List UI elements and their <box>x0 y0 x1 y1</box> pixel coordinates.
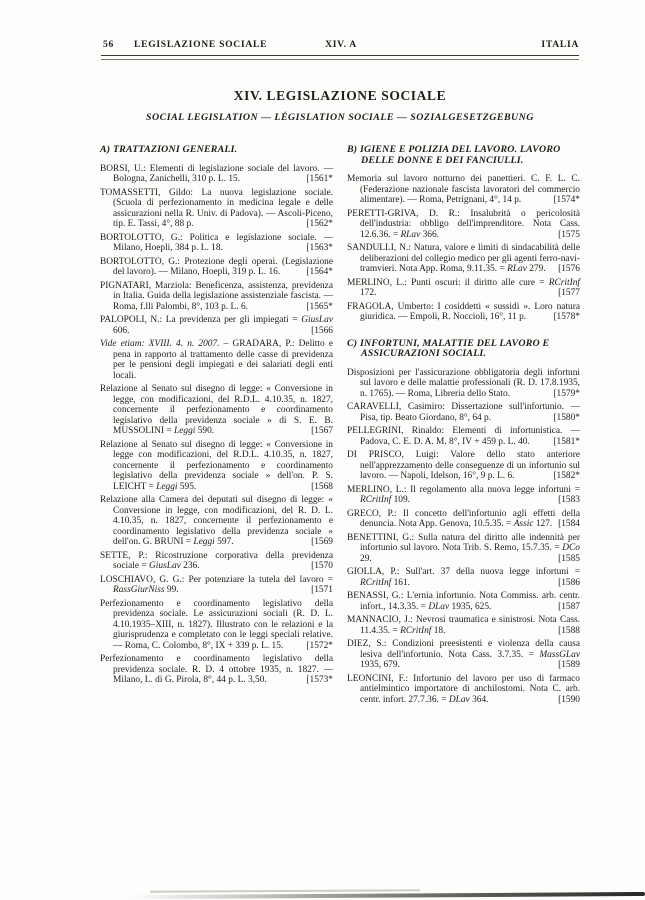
bib-entry <box>347 450 580 482</box>
bib-entry <box>347 615 580 636</box>
entry-ref: [1562* <box>306 219 333 229</box>
entry-text: Vide etiam: XVIII. 4. n. 2007. – GRADARA, P.: Delitto e pena in rapporto al trattamento delle casse di previdenza per le pensioni degli impiegati e dei salariati degli enti locali. <box>100 339 333 381</box>
page-header <box>103 39 579 50</box>
bib-entry <box>100 188 333 230</box>
bibliography-columns <box>100 145 580 708</box>
bib-entry <box>347 509 580 530</box>
entry-text: TOMASSETTI, Gildo: La nuova legislazione sociale. (Scuola di perfezionamento in medicina legale e delle assicurazioni nella R. Univ. di Padova). — Ascoli-Piceno, tip. E. Tassi, 4°, 88 p. <box>100 187 333 229</box>
bib-entry <box>100 599 333 652</box>
bib-entry <box>347 209 580 241</box>
bib-entry <box>347 243 580 275</box>
entry-text: Memoria sul lavoro notturno dei panettieri. C. F. L. C. (Federazione nazionale fascista lavoratori del commercio alimentare). — Roma, Petrignani, 4°, 14 p. <box>347 174 580 205</box>
entry-ref: [1584 <box>558 519 580 529</box>
entry-text: PERETTI-GRIVA, D. R.: Insalubrità o pericolosità dell'industria: obbligo dell'imprenditore. Nota Cass. 12.6.36. = RLav 366. <box>347 208 580 240</box>
entry-ref: [1569 <box>311 537 333 547</box>
section-heading: C) INFORTUNI, MALATTIE DEL LAVORO E ASSICURAZIONI SOCIALI. <box>347 337 550 359</box>
bib-entry <box>100 164 333 185</box>
page-number: 56 <box>103 39 114 50</box>
entry-text: GRECO, P.: Il concetto dell'infortunio agli effetti della denuncia. Nota App. Genova, 10.5.35. = Assic 127. <box>347 508 580 529</box>
entry-ref: [1585 <box>558 553 580 564</box>
bib-entry <box>347 426 580 447</box>
bib-entry <box>100 339 333 381</box>
entry-ref: [1577 <box>558 288 580 298</box>
entry-text: MANNACIO, J.: Nevrosi traumatica e sinistrosi. Nota Cass. 11.4.35. = RCritInf 18. <box>347 615 580 636</box>
entry-text: Perfezionamento e coordinamento legislativo della previdenza sociale. Le assicurazioni sociali (R. D. L. 4.10.1935–XIII, n. 1827). Illustrato con le relazioni e la giurisprudenza e completato con le leggi speciali relative. — Roma, C. Colombo, 8°, IX + 339 p. L. 15. <box>100 598 333 651</box>
section-heading: A) TRATTAZIONI GENERALI. <box>100 144 238 155</box>
entry-text: LEONCINI, F.: Infortunio del lavoro per uso di farmaco antielmintico importatore di anchilostomi. Nota C. arb. centr. infort. 27.7.36. = DLav 364. <box>347 673 580 705</box>
entry-text: DIEZ, S.: Condizioni preesistenti e violenza della causa lesiva dell'infortunio. Nota Cass. 3.7.35. = MassGLav 1935, 679. <box>347 639 580 670</box>
entry-ref: [1573* <box>306 675 333 685</box>
entry-ref: [1589 <box>558 660 580 670</box>
entry-ref: [1561* <box>306 174 333 184</box>
entry-ref: [1583 <box>558 495 580 505</box>
bib-entry <box>347 674 580 706</box>
entry-text: GIOLLA, P.: Sull'art. 37 della nuova legge infortuni = RCritInf 161. <box>347 567 580 588</box>
entry-text: MERLINO, L.: Il regolamento alla nuova legge infortuni = RCritInf 109. <box>347 484 580 505</box>
column-right <box>347 145 580 708</box>
entry-ref: [1565* <box>306 301 333 312</box>
country-label: ITALIA <box>541 39 579 50</box>
section-heading: B) IGIENE E POLIZIA DEL LAVORO. LAVORO DELLE DONNE E DEI FANCIULLI. <box>347 144 561 166</box>
bib-entry <box>347 278 580 299</box>
bib-entry <box>100 440 333 493</box>
entry-ref: [1582* <box>553 471 580 481</box>
entry-ref: [1574* <box>553 195 580 205</box>
entry-text: CARAVELLI, Casimiro: Dissertazione sull'infortunio. — Pisa, tip. Beato Giordano, 8°, 64 p. <box>347 402 580 423</box>
entry-text: LOSCHIAVO, G. G.: Per potenziare la tutela del lavoro = RassGiurNiss 99. <box>100 574 333 595</box>
entry-ref: [1579* <box>553 388 580 399</box>
entry-text: MERLINO, L.: Punti oscuri: il diritto alle cure = RCritInf 172. <box>347 277 580 298</box>
entry-text: DI PRISCO, Luigi: Valore dello stato anteriore nell'apprezzamento delle conseguenze di un infortunio sul lavoro. — Napoli, Idelson, 16°, 9 p. L. 6. <box>347 450 580 481</box>
entry-ref: [1576 <box>558 264 580 274</box>
entry-ref: [1571 <box>311 585 333 595</box>
bib-entry <box>347 368 580 400</box>
bib-entry <box>347 402 580 423</box>
entry-text: Relazione al Senato sul disegno di legge: « Conversione in legge con modificazioni, del R.D.L. 4.10.35, n. 1827, concernente il perfezionamento e coordinamento legislativo della previdenza sociale » dell'on. P. S. LEICHT = Leggi 595. <box>100 439 333 492</box>
entry-ref: [1566 <box>311 325 333 336</box>
bib-entry <box>100 233 333 254</box>
bib-entry <box>100 551 333 572</box>
entry-text: Relazione alla Camera dei deputati sul disegno di legge: « Conversione in legge, con modificazioni, del R. D. L. 4.10.35, n. 1827, concernente il perfezionamento e coordinamento legislativo della previdenza sociale » dell'on. G. BRUNI = Leggi 597. <box>100 495 333 547</box>
entry-text: BORTOLOTTO, G.: Protezione degli operai. (Legislazione del lavoro). — Milano, Hoepli, 319 p. L. 16. <box>100 256 333 277</box>
entry-text: PELLEGRINI, Rinaldo: Elementi di infortunistica. — Padova, C. E. D. A. M. 8°, IV + 459 p. L. 40. <box>347 426 580 447</box>
entry-ref: [1590 <box>558 694 580 705</box>
entry-text: BORTOLOTTO, G.: Politica e legislazione sociale. — Milano, Hoepli, 384 p. L. 18. <box>100 232 333 253</box>
bib-entry <box>347 591 580 612</box>
page-title: XIV. LEGISLAZIONE SOCIALE <box>233 88 447 103</box>
entry-ref: [1570 <box>311 561 333 571</box>
entry-ref: [1587 <box>558 601 580 612</box>
entry-ref: [1581* <box>553 436 580 447</box>
entry-text: PIGNATARI, Marziola: Beneficenza, assistenza, previdenza in Italia. Guida della legislazione assistenziale fascista. — Roma, f.lli Palombi, 8°, 103 p. L. 6. <box>100 280 333 312</box>
entry-ref: [1588 <box>558 625 580 636</box>
entry-ref: [1586 <box>558 577 580 588</box>
entry-text: Perfezionamento e coordinamento legislativo della previdenza sociale. R. D. 4 ottobre 1935, n. 1827. — Milano, L. di G. Pirola, 8°, 44 p. L. 3,50. <box>100 654 333 685</box>
page-subtitle: SOCIAL LEGISLATION — LÉGISLATION SOCIALE — SOZIALGESETZGEBUNG <box>146 112 534 123</box>
bib-entry <box>100 281 333 313</box>
entry-text: BORSI, U.: Elementi di legislazione sociale del lavoro. — Bologna, Zanichelli, 310 p. L. 15. <box>100 163 333 184</box>
entry-text: BENASSI, G.: L'ernia infortunio. Nota Commiss. arb. centr. infort., 14.3.35. = DLav 1935, 625. <box>347 591 580 612</box>
bib-entry <box>347 302 580 323</box>
entry-text: Disposizioni per l'assicurazione obbligatoria degli infortuni sul lavoro e delle malattie professionali (R. D. 17.8.1935, n. 1765). — Roma, Libreria dello Stato. <box>347 367 580 399</box>
entry-text: PALOPOLI, N.: La previdenza per gli impiegati = GiusLav 606. <box>100 315 333 336</box>
bib-entry <box>347 567 580 588</box>
running-title: LEGISLAZIONE SOCIALE <box>134 39 268 50</box>
bib-entry <box>100 495 333 548</box>
entry-text: BENETTINI, G.: Sulla natura del diritto alle indennità per infortunio sul lavoro. Nota Trib. S. Remo, 15.7.35. = DCo 29. <box>347 532 580 564</box>
bib-entry <box>100 575 333 596</box>
bib-entry <box>347 485 580 506</box>
entry-ref: [1578* <box>553 312 580 322</box>
entry-ref: [1575 <box>558 229 580 240</box>
scan-artifact <box>128 892 645 899</box>
bib-entry <box>100 384 333 437</box>
entry-ref: [1564* <box>306 267 333 277</box>
bib-entry <box>100 257 333 278</box>
header-divider <box>101 55 579 60</box>
entry-ref: [1567 <box>311 426 333 436</box>
entry-ref: [1568 <box>311 481 333 492</box>
entry-text: SANDULLI, N.: Natura, valore e limiti di sindacabilità delle deliberazioni del collegio medico per gli agenti ferro-navi-tramvieri. Nota App. Roma, 9.11.35. = RLav 279. <box>347 243 580 274</box>
entry-text: Relazione al Senato sul disegno di legge: « Conversione in legge, con modificazioni, del R.D.L. 4.10.35, n. 1827, concernente il perfezionamento e coordinamento legislativo della previdenza sociale » di S. E. B. MUSSOLINI = Leggi 590. <box>100 384 333 436</box>
header-left <box>103 39 325 50</box>
entry-text: SETTE, P.: Ricostruzione corporativa della previdenza sociale = GiusLav 236. <box>100 550 333 571</box>
bib-entry <box>347 174 580 206</box>
bib-entry <box>100 654 333 686</box>
bib-entry <box>347 533 580 565</box>
entry-ref: [1572* <box>306 640 333 651</box>
bib-entry <box>347 639 580 671</box>
column-left <box>100 145 333 708</box>
entry-ref: [1580* <box>553 412 580 423</box>
entry-text: FRAGOLA, Umberto: I cosiddetti « sussidi ». Loro natura giuridica. — Empoli, R. Noccioli, 16°, 11 p. <box>347 301 580 322</box>
bib-entry <box>100 315 333 336</box>
scan-artifact-faint <box>150 889 420 892</box>
entry-ref: [1563* <box>306 243 333 253</box>
section-code: XIV. A <box>325 39 357 50</box>
